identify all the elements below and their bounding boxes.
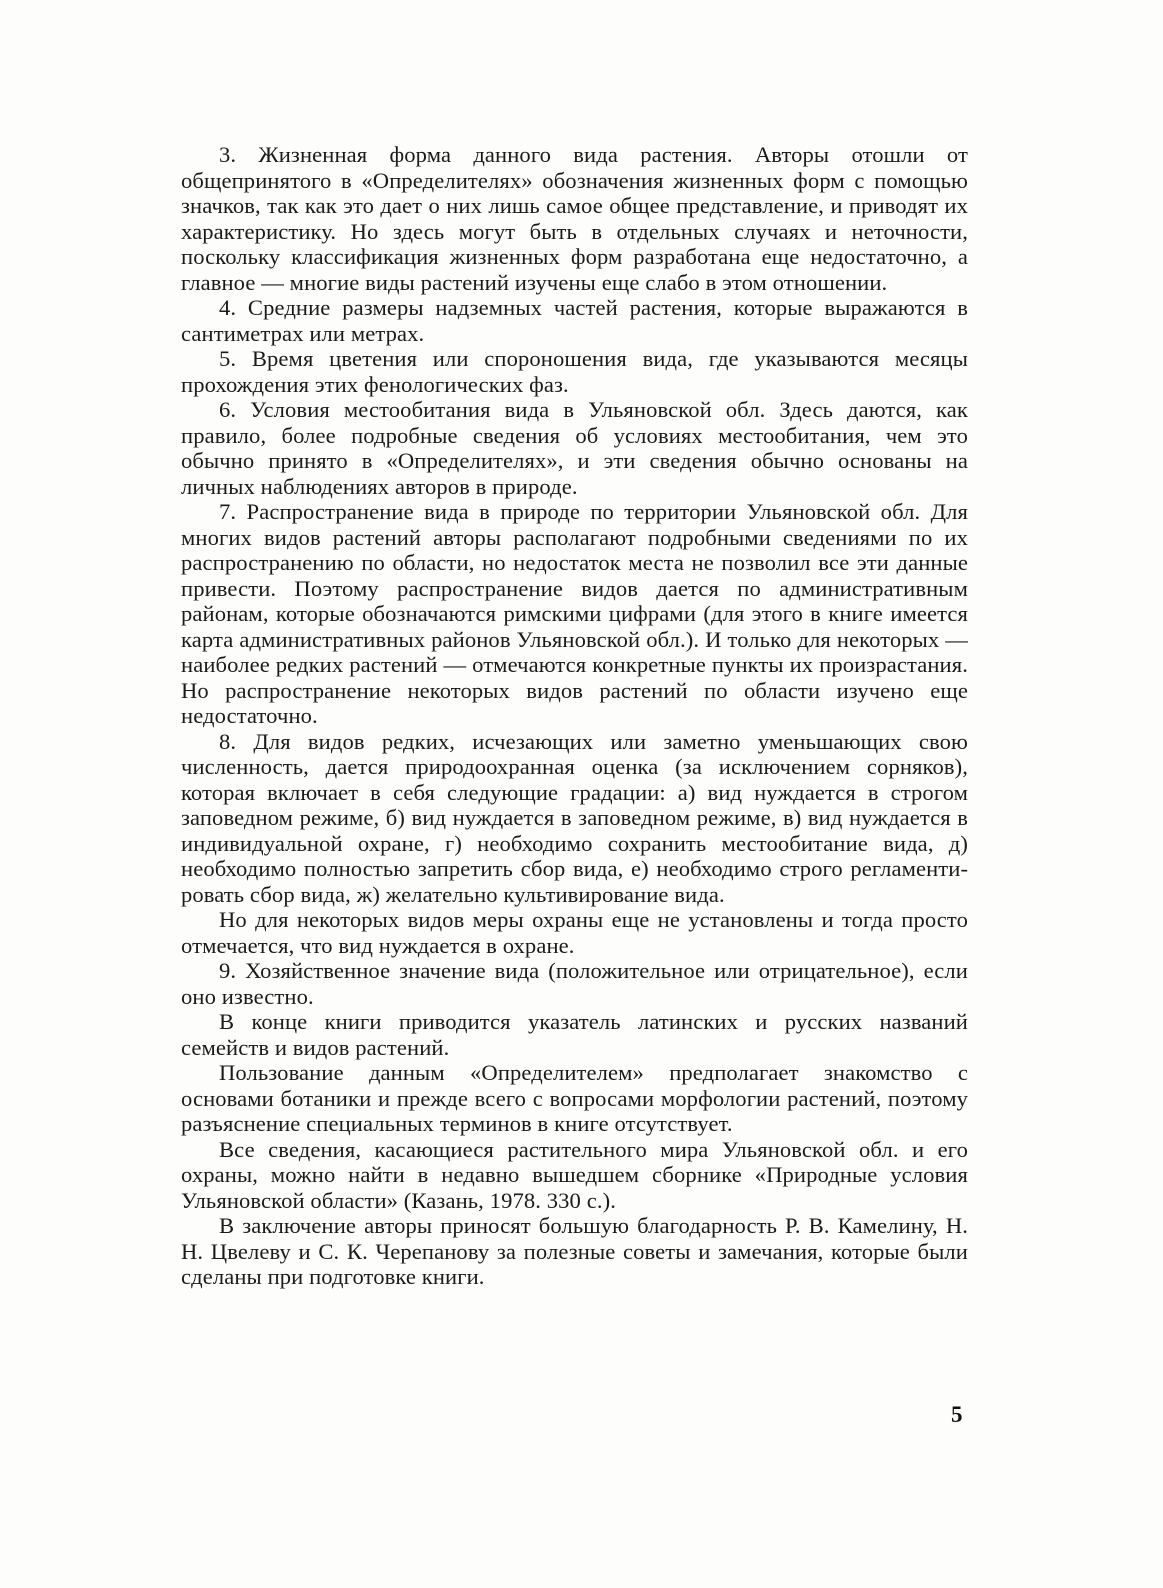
paragraph-plant-size: 4. Средние размеры надземных частей растения, которые выражаются в сантиметрах или метрах. bbox=[181, 295, 968, 346]
paragraph-conservation-note: Но для некоторых видов меры охраны еще не установлены и тогда просто отмечается, что вид нуждается в охране. bbox=[181, 907, 968, 958]
body-text bbox=[181, 142, 968, 1290]
paragraph-index: В конце книги приводится указатель латинских и русских названий семейств и видов растений. bbox=[181, 1009, 968, 1060]
paragraph-distribution: 7. Распространение вида в природе по территории Ульяновской обл. Для многих видов растений авторы располагают подробными сведениями по их распространению по области, но недостаток места не позволил все эти данные привести. Поэтому распространение видов дается по административным районам, которые обозначаются римскими цифрами (для этого в книге имеется карта административных районов Ульяновской обл.). И только для некоторых — наиболее редких растений — отмечаются конкретные пункты их произрастания. Но распространение некоторых видов растений по области изучено еще недостаточно. bbox=[181, 499, 968, 728]
paragraph-acknowledgements: В заключение авторы приносят большую благодарность Р. В. Камелину, Н. Н. Цвелеву и С. К. Черепанову за полезные советы и замечания, которые были сделаны при подготовке книги. bbox=[181, 1213, 968, 1289]
page-number: 5 bbox=[951, 1402, 963, 1427]
paragraph-habitat: 6. Условия местообитания вида в Ульяновской обл. Здесь даются, как правило, более подробные сведения об условиях местообитания, чем это обычно принято в «Определителях», и эти сведения обычно основаны на личных наблюдениях авторов в природе. bbox=[181, 397, 968, 499]
paragraph-flowering-time: 5. Время цветения или спороношения вида, где указываются месяцы прохождения этих фенологических фаз. bbox=[181, 346, 968, 397]
paragraph-economic-value: 9. Хозяйственное значение вида (положительное или отрицательное), если оно известно. bbox=[181, 958, 968, 1009]
paragraph-botany-knowledge: Пользование данным «Определителем» предполагает знакомство с основами ботаники и прежде всего с вопросами морфологии растений, поэтому разъяснение специальных терминов в книге отсутствует. bbox=[181, 1060, 968, 1136]
paragraph-conservation-grades: 8. Для видов редких, исчезающих или заметно уменьшающих свою численность, дается природоохранная оценка (за исключением сорняков), которая включает в себя следующие градации: а) вид нуждается в строгом заповедном режиме, б) вид нуждается в заповедном режиме, в) вид нуждается в индивидуальной охране, г) необходимо сохранить местообитание вида, д) необходимо полностью запретить сбор вида, е) необходимо строго регламентировать сбор вида, ж) желательно культивирование вида. bbox=[181, 728, 968, 907]
paragraph-life-form: 3. Жизненная форма данного вида растения. Авторы отошли от общепринятого в «Определителях» обозначения жизненных форм с помощью значков, так как это дает о них лишь самое общее представление, и приводят их характеристику. Но здесь могут быть в отдельных случаях и неточности, поскольку классификация жизненных форм разработана еще недостаточно, а главное — многие виды растений изучены еще слабо в этом отношении. bbox=[181, 142, 968, 295]
paragraph-reference: Все сведения, касающиеся растительного мира Ульяновской обл. и его охраны, можно найти в недавно вышедшем сборнике «Природные условия Ульяновской области» (Казань, 1978. 330 с.). bbox=[181, 1136, 968, 1213]
